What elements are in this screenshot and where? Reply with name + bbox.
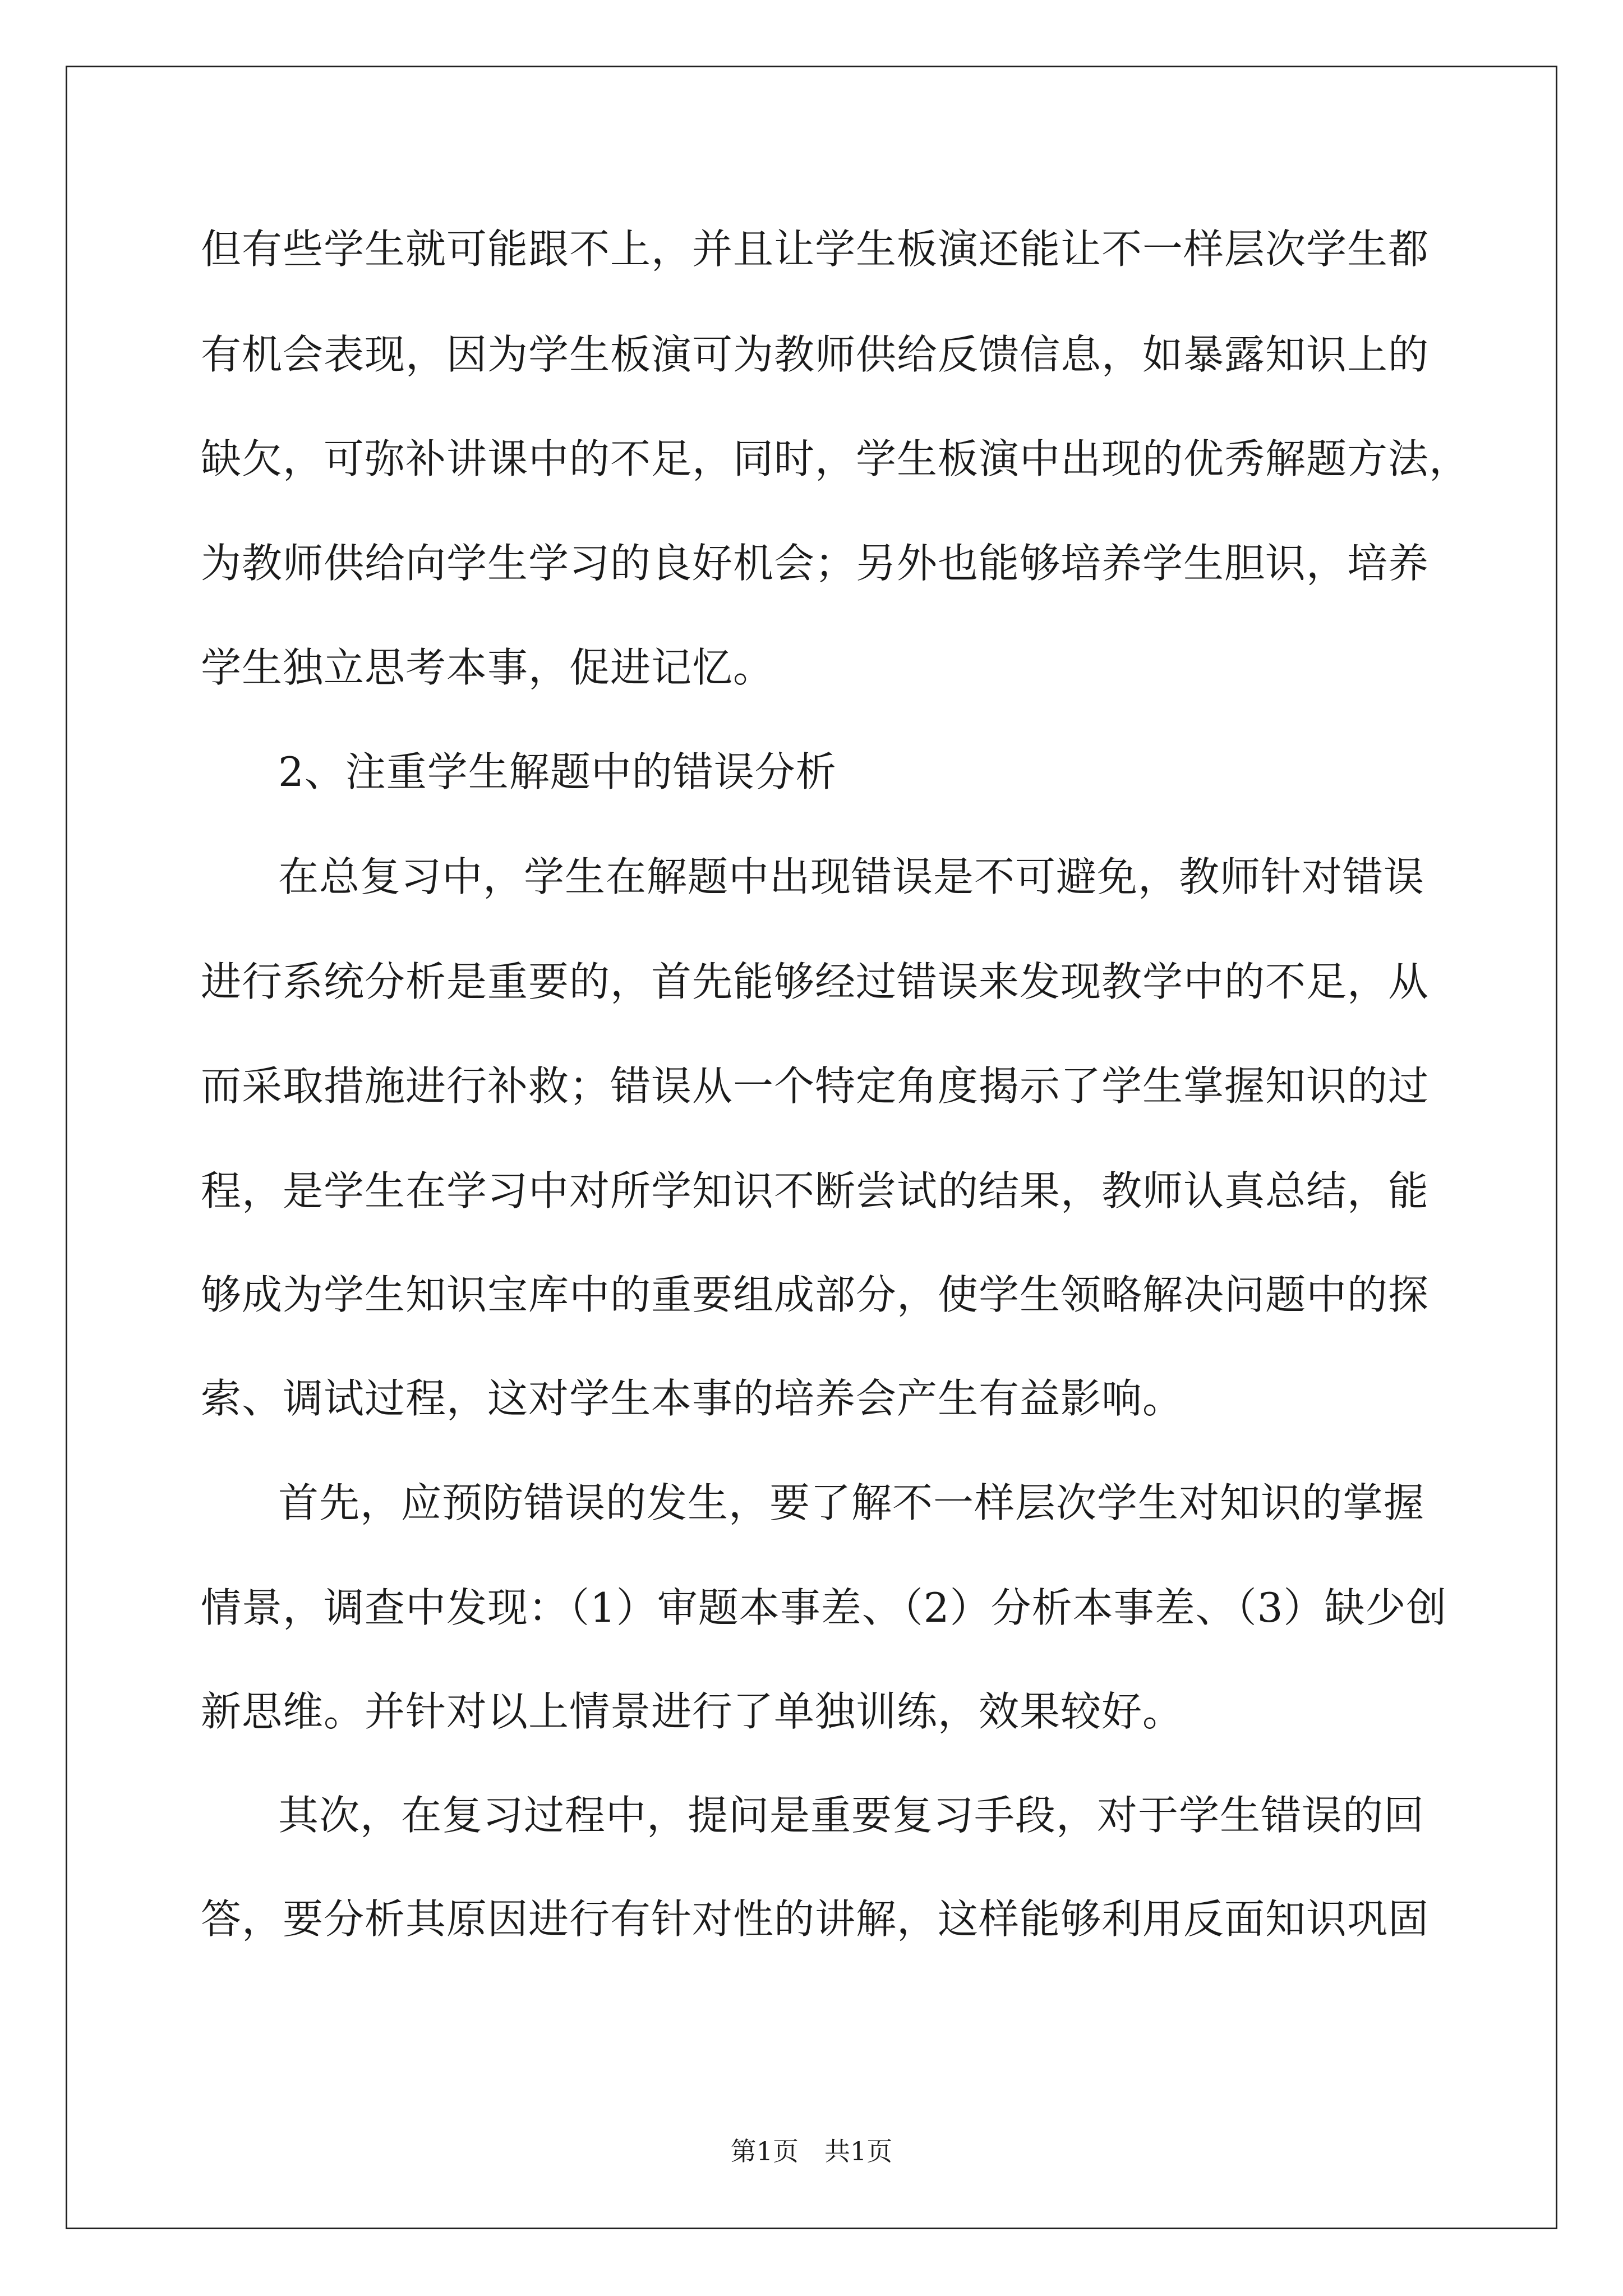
- text-line: 缺欠，可弥补讲课中的不足，同时，学生板演中出现的优秀解题方法，: [201, 435, 1470, 482]
- text-line: 答，要分析其原因进行有针对性的讲解，这样能够利用反面知识巩固: [201, 1895, 1430, 1943]
- text-line: 程，是学生在学习中对所学知识不断尝试的结果，教师认真总结，能: [201, 1167, 1430, 1214]
- text-line: 首先，应预防错误的发生，要了解不一样层次学生对知识的掌握: [278, 1479, 1425, 1526]
- text-line: 但有些学生就可能跟不上，并且让学生板演还能让不一样层次学生都: [201, 226, 1430, 273]
- text-line: 有机会表现，因为学生板演可为教师供给反馈信息，如暴露知识上的: [201, 331, 1430, 378]
- text-line: 进行系统分析是重要的，首先能够经过错误来发现教学中的不足，从: [201, 958, 1430, 1005]
- text-line: 学生独立思考本事，促进记忆。: [201, 644, 774, 691]
- text-line: 其次，在复习过程中，提问是重要复习手段，对于学生错误的回: [278, 1792, 1425, 1839]
- text-line: 够成为学生知识宝库中的重要组成部分，使学生领略解决问题中的探: [201, 1271, 1430, 1318]
- section-heading: 2、注重学生解题中的错误分析: [278, 748, 837, 795]
- text-line: 在总复习中，学生在解题中出现错误是不可避免，教师针对错误: [278, 853, 1425, 900]
- text-line: 而采取措施进行补救；错误从一个特定角度揭示了学生掌握知识的过: [201, 1062, 1430, 1110]
- page-footer: 第1页 共1页: [730, 2136, 893, 2166]
- text-line: 情景，调查中发现：（1）审题本事差、（2）分析本事差、（3）缺少创: [201, 1584, 1447, 1631]
- text-line: 新思维。并针对以上情景进行了单独训练，效果较好。: [201, 1688, 1184, 1735]
- text-line: 为教师供给向学生学习的良好机会；另外也能够培养学生胆识，培养: [201, 540, 1430, 587]
- text-line: 索、调试过程，这对学生本事的培养会产生有益影响。: [201, 1375, 1184, 1422]
